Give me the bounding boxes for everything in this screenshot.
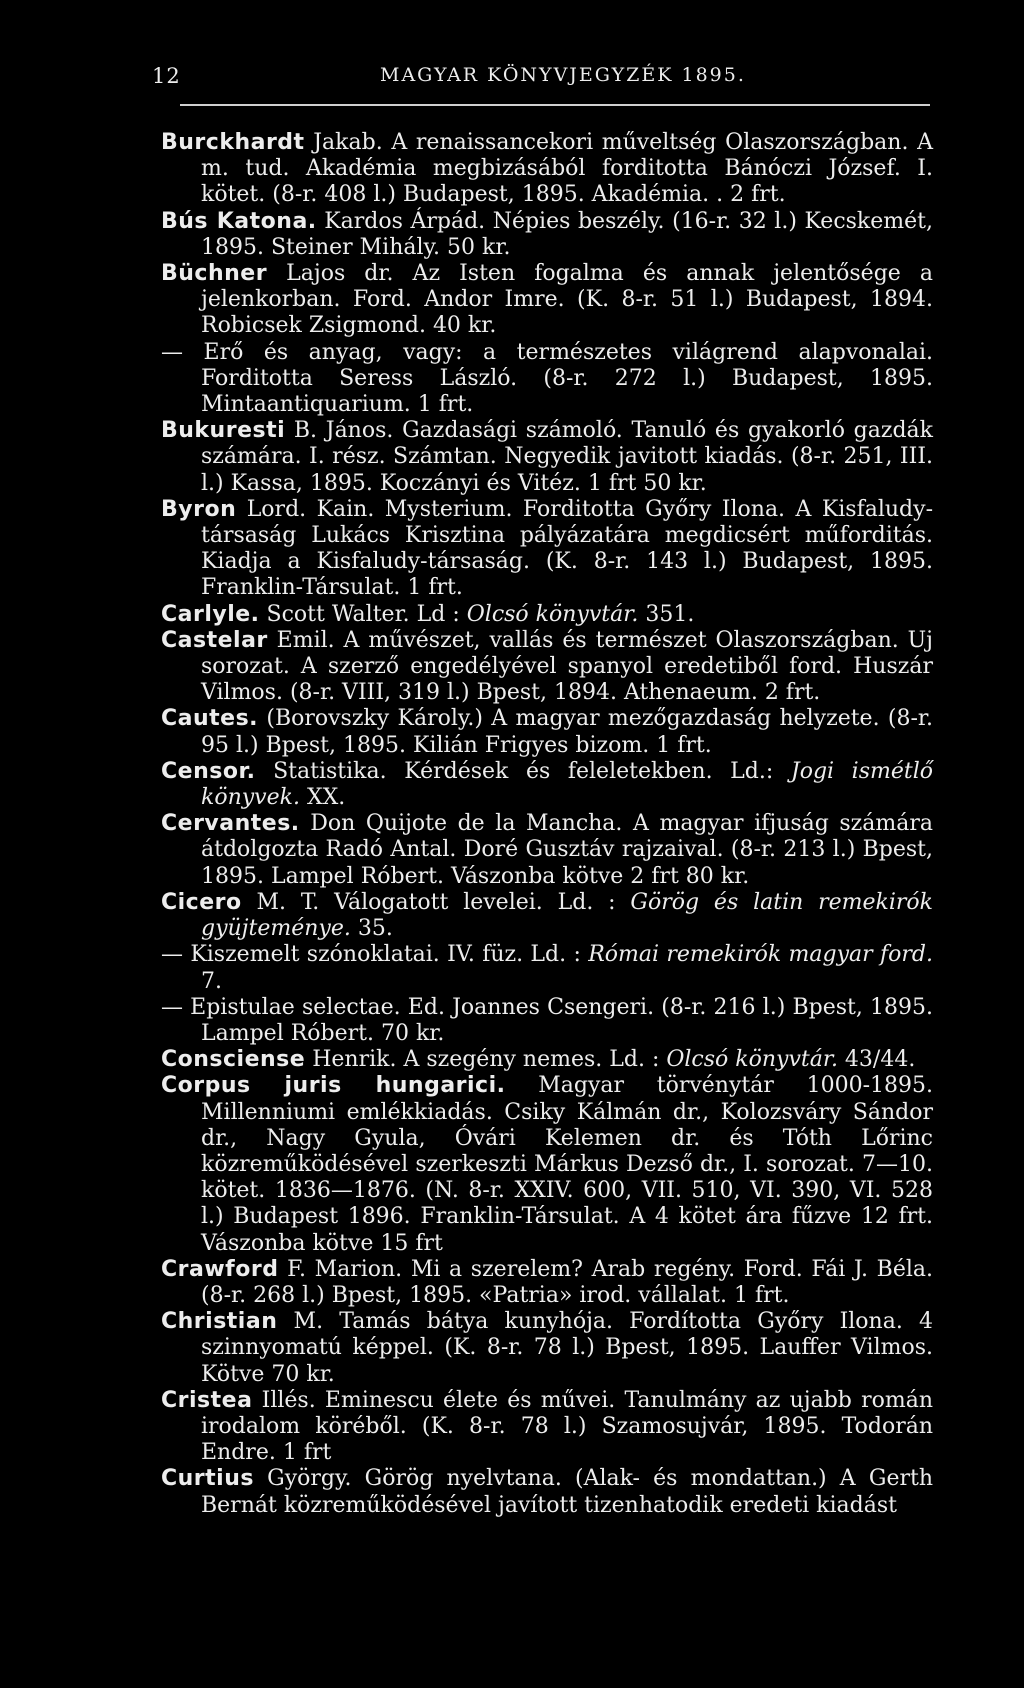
entry-text: Statistika. Kérdések és feleletekben. Ld.:	[255, 758, 791, 784]
entry-text: Don Quijote de la Mancha. A magyar ifjuság számára átdolgozta Radó Antal. Doré Gusztáv rajzaival. (8-r. 213 l.) Bpest, 1895. Lampel Róbert. Vászonba kötve	[201, 811, 933, 889]
entry-text: F. Marion. Mi a szerelem? Arab regény. Ford. Fái J. Béla. (8-r. 268 l.) Bpest, 1895. «Patria» irod. vállalat.	[201, 1256, 933, 1308]
entry-series-number: 43/44.	[837, 1047, 916, 1073]
bibliography-entry	[161, 628, 933, 707]
entry-text: — Erő és anyag, vagy: a természetes világrend alapvonalai. Forditotta Seress László. (8-r. 272 l.) Budapest, 1895. Mintaantiquarium.	[161, 339, 933, 418]
entry-text: Scott Walter. Ld :	[259, 601, 467, 627]
entry-price: 1 frt.	[417, 392, 474, 418]
entry-author: Bús Katona.	[161, 208, 317, 234]
bibliography-entry	[161, 340, 933, 419]
entry-price: 1 frt	[282, 1440, 332, 1466]
entry-price: 2 frt.	[730, 182, 786, 208]
bibliography-entry	[161, 759, 933, 811]
entry-price: 1 frt.	[407, 575, 463, 601]
entry-price: 70 kr.	[271, 1361, 335, 1387]
page-header	[140, 64, 930, 104]
entry-text: M. T. Válogatott levelei. Ld. :	[241, 889, 631, 915]
entry-text: Lajos dr. Az Isten fogalma és annak jelentősége a jelenkorban. Ford. Andor Imre. (K. 8-r. 51 l.) Budapest, 1894. Robicsek Zsigmond.	[201, 261, 933, 339]
bibliography-entry	[161, 261, 933, 340]
entry-series-number: 351.	[638, 601, 695, 627]
entry-price: 2 frt 80 kr.	[630, 863, 750, 889]
entry-author: Cautes.	[161, 706, 259, 732]
entry-text: György. Görög nyelvtana. (Alak- és mondattan.) A Gerth Bernát közreműködésével javított tizenhatodik eredeti kiadást	[201, 1466, 933, 1518]
entry-series-number: 7.	[201, 968, 222, 994]
entry-text: Kardos Árpád. Népies beszély. (16-r. 32 l.) Kecskemét, 1895. Steiner Mihály.	[201, 208, 933, 260]
entry-price: 70 kr.	[380, 1020, 445, 1046]
entry-text: — Epistulae selectae. Ed. Joannes Csengeri. (8-r. 216 l.) Bpest, 1895. Lampel Róbert.	[161, 994, 933, 1046]
bibliography-entry	[161, 1466, 933, 1518]
entry-author: Corpus juris hungarici.	[161, 1073, 506, 1099]
entry-author: Censor.	[161, 758, 256, 784]
entry-author: Christian	[161, 1309, 278, 1335]
entry-text: Magyar törvénytár 1000-1895. Millenniumi emlékkiadás. Csiky Kálmán dr., Kolozsváry Sándor dr., Nagy Gyula, Óvári Kelemen dr. és Tóth Lőrinc közreműködésével szerkeszti Márkus Dezső dr., I. sorozat. 7—10. kötet. 1836—1876. (N. 8-r. XXIV. 600, VII. 510, VI. 390, VI. 528 l.) Budapest 1896. Franklin-Társulat. A 4 kötet ára fűzve 12 frt. Vászonba kötve	[201, 1073, 933, 1256]
bibliography-entry	[161, 130, 933, 209]
bibliography-entry	[161, 1257, 933, 1309]
entry-price: 2 frt.	[764, 680, 821, 706]
entry-author: Carlyle.	[161, 601, 260, 627]
entry-author: Cristea	[161, 1387, 253, 1413]
bibliography-entry	[161, 1309, 933, 1388]
entry-text: Henrik. A szegény nemes. Ld. :	[305, 1047, 667, 1073]
bibliography-entry	[161, 1073, 933, 1256]
bibliography-entry	[161, 497, 933, 602]
entry-author: Crawford	[161, 1256, 279, 1282]
bibliography-entry	[161, 706, 933, 758]
bibliography-entry	[161, 602, 933, 628]
entry-author: Byron	[161, 496, 237, 522]
entry-series-title: Római remekirók magyar ford.	[588, 942, 933, 968]
entry-price: 1 frt 50 kr.	[587, 470, 707, 496]
entry-author: Cervantes.	[161, 811, 300, 837]
entry-price: 50 kr.	[447, 234, 511, 260]
entry-author: Curtius	[161, 1466, 254, 1492]
page-number: 12	[152, 64, 181, 88]
entry-series-title: Jogi ismétlő könyvek.	[201, 758, 934, 811]
entry-series-number: 35.	[350, 916, 393, 942]
entry-price: 40 kr.	[432, 313, 497, 339]
entry-author: Cicero	[161, 889, 242, 915]
entry-text: — Kiszemelt szónoklatai. IV. füz. Ld. :	[161, 942, 589, 968]
bibliography-entry	[161, 890, 933, 942]
bibliography-entries	[161, 130, 933, 1519]
entry-text: Illés. Eminescu élete és művei. Tanulmány az ujabb román irodalom köréből. (K. 8-r. 78 l.) Szamosujvár, 1895. Todorán Endre.	[201, 1387, 933, 1466]
entry-text: B. János. Gazdasági számoló. Tanuló és gyakorló gazdák számára. I. rész. Számtan. Negyedik javitott kiadás. (8-r. 251, III. l.) Kassa, 1895. Koczányi és Vitéz.	[201, 418, 933, 496]
bibliography-entry	[161, 1388, 933, 1467]
entry-author: Bukuresti	[161, 418, 286, 444]
entry-series-number: XX.	[299, 785, 346, 811]
bibliography-entry	[161, 995, 933, 1047]
entry-price: 1 frt.	[734, 1282, 790, 1308]
entry-author: Consciense	[161, 1047, 306, 1073]
running-title: MAGYAR KÖNYVJEGYZÉK 1895.	[380, 64, 746, 86]
bibliography-entry	[161, 1047, 933, 1073]
entry-text: (Borovszky Károly.) A magyar mezőgazdaság helyzete. (8-r. 95 l.) Bpest, 1895. Kilián Frigyes bizom.	[201, 706, 933, 758]
bibliography-entry	[161, 418, 933, 497]
header-rule	[180, 104, 930, 106]
entry-series-title: Olcsó könyvtár.	[666, 1047, 838, 1073]
entry-text: Emil. A művészet, vallás és természet Olaszországban. Uj sorozat. A szerző engedélyével spanyol eredetiből ford. Huszár Vilmos. (8-r. VIII, 319 l.) Bpest, 1894. Athenaeum.	[201, 627, 933, 706]
entry-price: 15 frt	[380, 1230, 443, 1256]
entry-author: Büchner	[161, 261, 268, 287]
entry-author: Castelar	[161, 627, 268, 653]
bibliography-entry	[161, 209, 933, 261]
entry-text: Jakab. A renaissancekori műveltség Olaszországban. A m. tud. Akadémia megbizásából forditotta Bánóczi József. I. kötet. (8-r. 408 l.) Budapest, 1895. Akadémia. .	[201, 130, 933, 208]
entry-series-title: Olcsó könyvtár.	[466, 601, 639, 627]
entry-text: M. Tamás bátya kunyhója. Fordította Győry Ilona. 4 szinnyomatú képpel. (K. 8-r. 78 l.) Bpest, 1895. Lauffer Vilmos. Kötve	[201, 1309, 933, 1387]
entry-text: Lord. Kain. Mysterium. Forditotta Győry Ilona. A Kisfaludy-társaság Lukács Krisztina pályázatára megdicsért műforditás. Kiadja a Kisfaludy-társaság. (K. 8-r. 143 l.) Budapest, 1895. Franklin-Társulat.	[201, 496, 933, 601]
bibliography-entry	[161, 942, 933, 994]
entry-price: 1 frt.	[656, 732, 712, 758]
entry-series-title: Görög és latin remekirók gyüjteménye.	[201, 889, 934, 942]
entry-author: Burckhardt	[161, 130, 305, 155]
bibliography-entry	[161, 811, 933, 890]
